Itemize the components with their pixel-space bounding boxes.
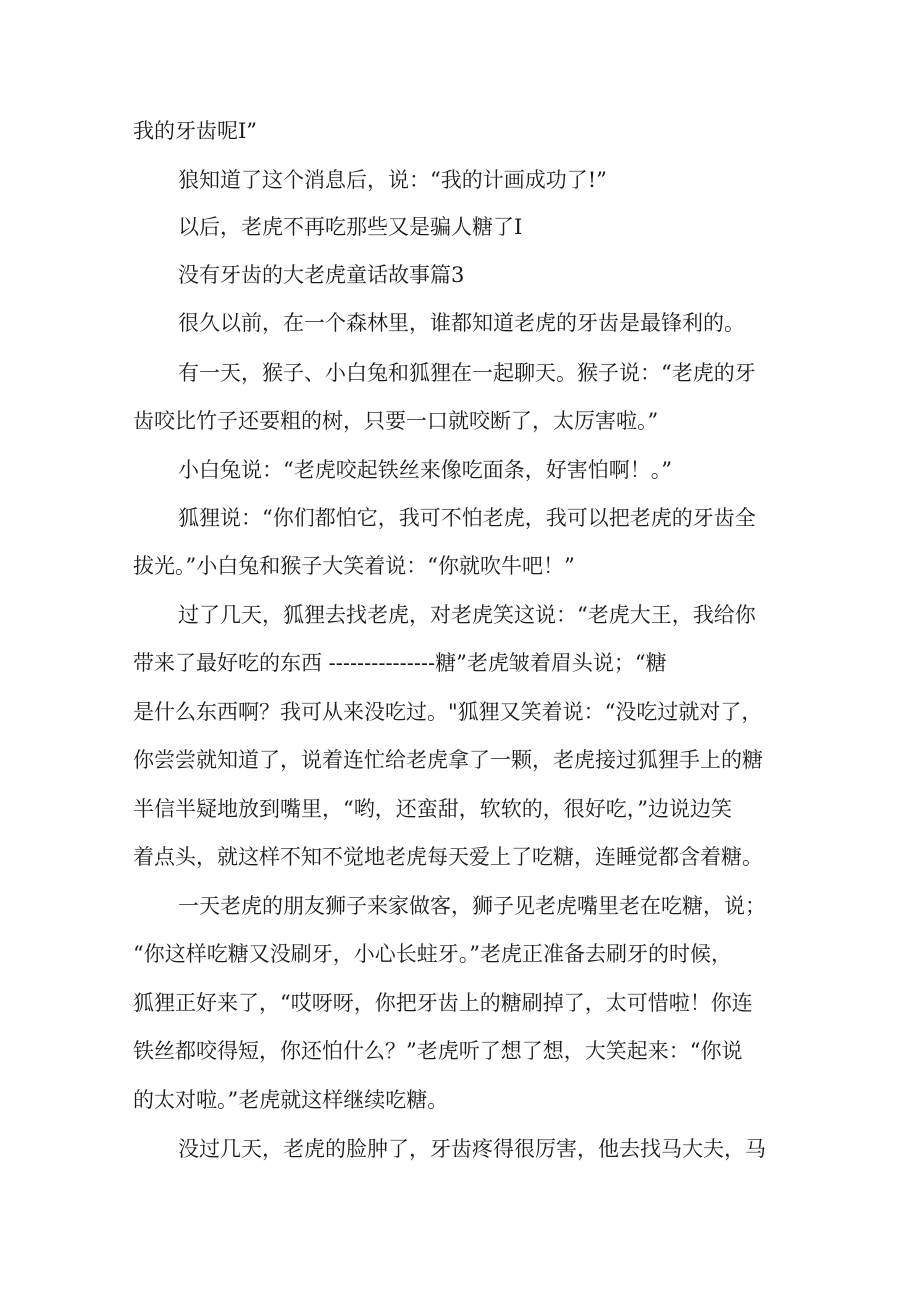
text-line: 以后，老虎不再吃那些又是骗人糖了I xyxy=(178,215,523,239)
text-line: 铁丝都咬得短，你还怕什么？”老虎听了想了想，大笑起来：“你说 xyxy=(133,1039,743,1063)
text-line: 拔光。”小白兔和猴子大笑着说：“你就吹牛吧！” xyxy=(133,554,575,578)
text-line: 小白兔说：“老虎咬起铁丝来像吃面条，好害怕啊！。” xyxy=(178,458,672,482)
text-line: 是什么东西啊？我可从来没吃过。"狐狸又笑着说：“没吃过就对了， xyxy=(133,700,763,724)
text-line: 我的牙齿呢I” xyxy=(133,119,258,143)
section-heading: 没有牙齿的大老虎童话故事篇3 xyxy=(178,263,465,287)
text-line: 一天老虎的朋友狮子来家做客，狮子见老虎嘴里老在吃糖，说； xyxy=(178,894,766,918)
text-line: 的太对啦。”老虎就这样继续吃糖。 xyxy=(133,1088,449,1112)
text-line: 狐狸正好来了，“哎呀呀，你把牙齿上的糖刷掉了，太可惜啦！你连 xyxy=(133,991,753,1015)
text-line: 齿咬比竹子还要粗的树，只要一口就咬断了，太厉害啦。” xyxy=(133,409,659,433)
text-line: 半信半疑地放到嘴里，“哟，还蛮甜，软软的，很好吃，”边说边笑 xyxy=(133,797,732,821)
text-line: 你尝尝就知道了，说着连忙给老虎拿了一颗，老虎接过狐狸手上的糖 xyxy=(133,748,763,772)
text-line: 过了几天，狐狸去找老虎，对老虎笑这说：“老虎大王，我给你 xyxy=(178,603,756,627)
text-line: 狐狸说：“你们都怕它，我可不怕老虎，我可以把老虎的牙齿全 xyxy=(178,506,756,530)
text-line: 着点头，就这样不知不觉地老虎每天爱上了吃糖，连睡觉都含着糖。 xyxy=(133,845,763,869)
text-line: 有一天，猴子、小白兔和狐狸在一起聊天。猴子说：“老虎的牙 xyxy=(178,361,756,385)
text-line: “你这样吃糖又没刷牙，小心长蛀牙。”老虎正准备去刷牙的时候， xyxy=(133,942,732,966)
text-line: 没过几天，老虎的脸肿了，牙齿疼得很厉害，他去找马大夫，马 xyxy=(178,1137,766,1161)
text-line: 很久以前，在一个森林里，谁都知道老虎的牙齿是最锋利的。 xyxy=(178,311,745,335)
text-line: 狼知道了这个消息后，说：“我的计画成功了!” xyxy=(178,168,607,192)
text-line: 带来了最好吃的东西 ---------------糖”老虎皱着眉头说；“糖 xyxy=(133,651,667,675)
